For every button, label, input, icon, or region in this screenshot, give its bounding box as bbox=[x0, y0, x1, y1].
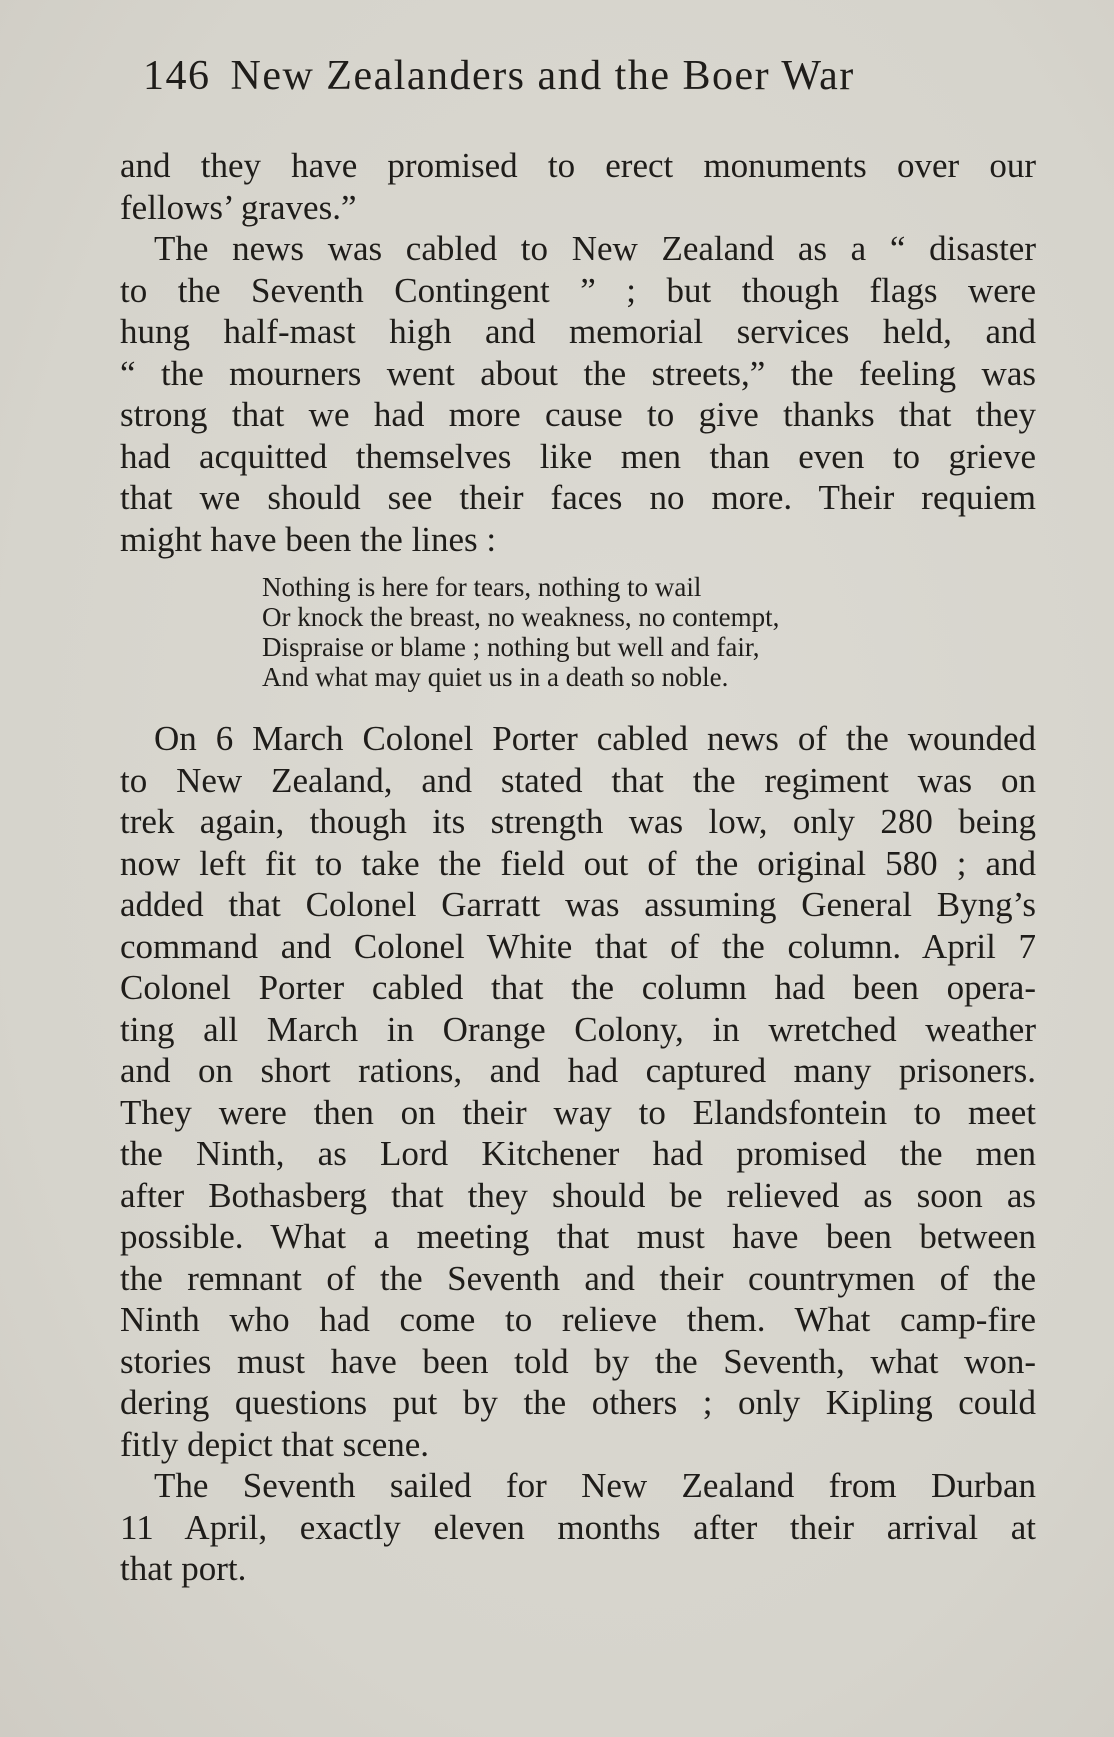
text-line: fellows’ graves.” bbox=[120, 187, 357, 227]
text-line: that we should see their faces no more. Their requiem bbox=[120, 478, 1036, 517]
running-title: New Zealanders and the Boer War bbox=[230, 53, 855, 99]
verse-quotation bbox=[262, 572, 1036, 692]
text-line: Colonel Porter cabled that the column had been opera- bbox=[120, 968, 1036, 1007]
running-header bbox=[143, 52, 993, 100]
paragraph-3 bbox=[120, 718, 1036, 1465]
text-line: trek again, though its strength was low, only 280 being bbox=[120, 802, 1036, 841]
text-line: now left fit to take the field out of the original 580 ; and bbox=[120, 843, 1036, 883]
text-line: that port. bbox=[120, 1549, 247, 1588]
text-line: They were then on their way to Elandsfontein to meet bbox=[120, 1092, 1036, 1132]
verse-line: Nothing is here for tears, nothing to wail bbox=[262, 572, 702, 602]
verse-line: Or knock the breast, no weakness, no contempt, bbox=[262, 602, 780, 632]
text-line: the remnant of the Seventh and their countrymen of the bbox=[120, 1258, 1036, 1298]
text-line: had acquitted themselves like men than even to grieve bbox=[120, 436, 1036, 476]
page-number: 146 bbox=[143, 53, 211, 99]
text-line: might have been the lines : bbox=[120, 519, 497, 559]
text-line: stories must have been told by the Seventh, what won- bbox=[120, 1341, 1036, 1381]
text-line: ting all March in Orange Colony, in wretched weather bbox=[120, 1009, 1036, 1049]
text-line: and on short rations, and had captured many prisoners. bbox=[120, 1051, 1036, 1090]
text-line: 11 April, exactly eleven months after their arrival at bbox=[120, 1507, 1036, 1547]
text-line: to New Zealand, and stated that the regiment was on bbox=[120, 760, 1036, 800]
paragraph-4 bbox=[120, 1465, 1036, 1590]
text-line: after Bothasberg that they should be relieved as soon as bbox=[120, 1175, 1036, 1215]
text-line: possible. What a meeting that must have been between bbox=[120, 1217, 1036, 1256]
verse-line: And what may quiet us in a death so noble. bbox=[262, 662, 729, 692]
body-text bbox=[120, 145, 1036, 1590]
text-line: The news was cabled to New Zealand as a “ disaster bbox=[154, 229, 1036, 268]
text-line: fitly depict that scene. bbox=[120, 1424, 430, 1464]
text-line: hung half-mast high and memorial services held, and bbox=[120, 312, 1036, 351]
text-line: Ninth who had come to relieve them. What camp-fire bbox=[120, 1300, 1036, 1339]
text-line: The Seventh sailed for New Zealand from Durban bbox=[154, 1466, 1036, 1505]
text-line: added that Colonel Garratt was assuming General Byng’s bbox=[120, 885, 1036, 924]
text-line: dering questions put by the others ; only Kipling could bbox=[120, 1383, 1036, 1422]
text-line: strong that we had more cause to give thanks that they bbox=[120, 395, 1036, 434]
paragraph-1 bbox=[120, 145, 1036, 228]
paragraph-2 bbox=[120, 228, 1036, 560]
text-line: On 6 March Colonel Porter cabled news of the wounded bbox=[154, 719, 1036, 758]
text-line: to the Seventh Contingent ” ; but though flags were bbox=[120, 270, 1036, 310]
text-line: command and Colonel White that of the column. April 7 bbox=[120, 926, 1036, 966]
text-line: and they have promised to erect monuments over our bbox=[120, 146, 1036, 185]
verse-line: Dispraise or blame ; nothing but well and fair, bbox=[262, 632, 760, 662]
text-line: “ the mourners went about the streets,” the feeling was bbox=[120, 353, 1036, 393]
text-line: the Ninth, as Lord Kitchener had promised the men bbox=[120, 1134, 1036, 1173]
